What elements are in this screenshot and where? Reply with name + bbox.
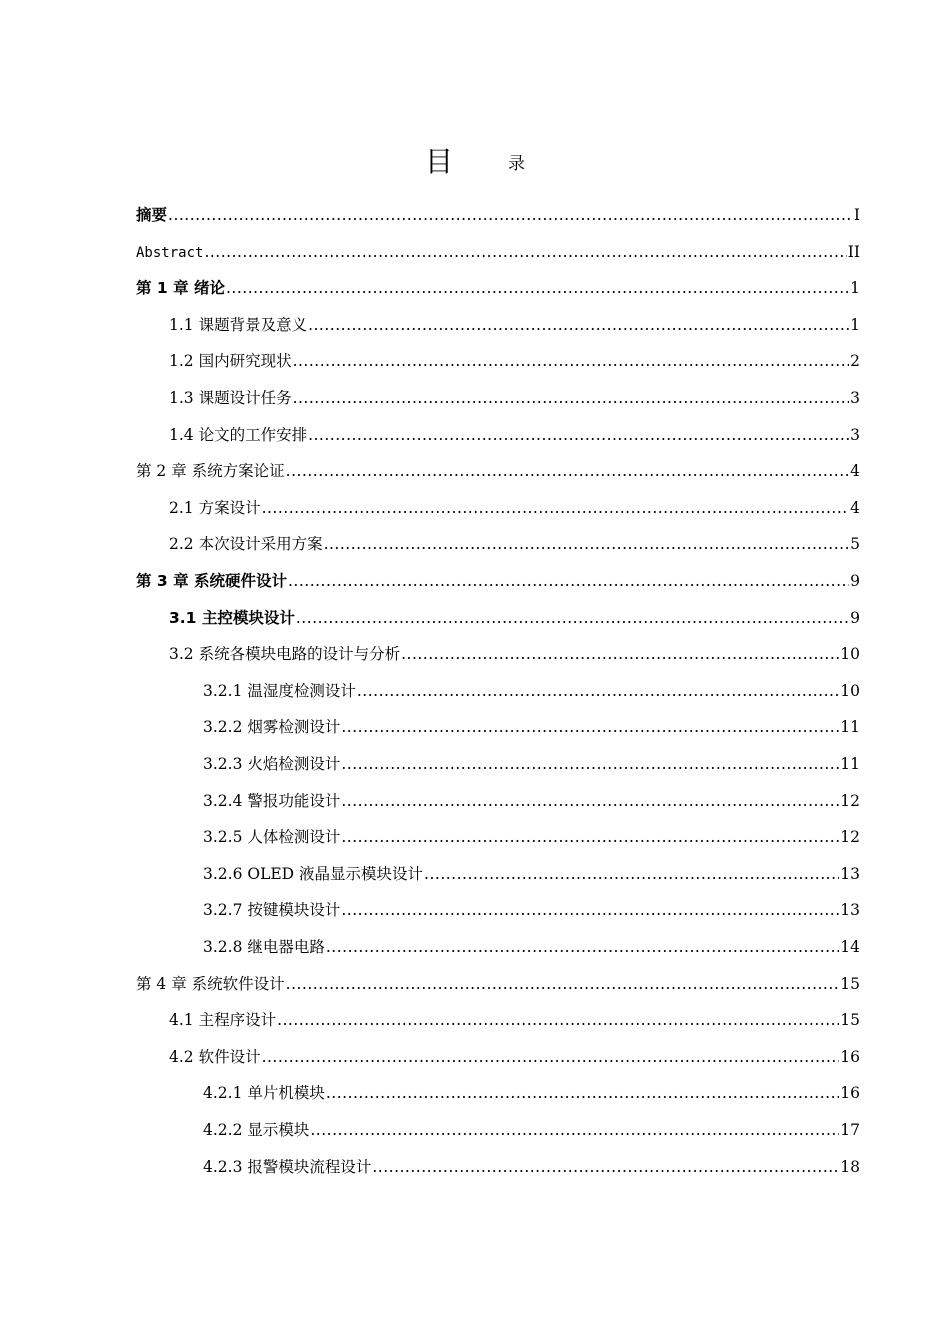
toc-entry-label: 2.2 本次设计采用方案 <box>169 535 323 554</box>
toc-leader-dots <box>168 203 853 227</box>
toc-entry[interactable] <box>203 715 860 739</box>
toc-entry-label: 4.2.3 报警模块流程设计 <box>203 1157 372 1176</box>
toc-leader-dots <box>293 386 850 410</box>
toc-entry[interactable] <box>169 313 860 337</box>
toc-leader-dots <box>341 789 839 813</box>
toc-leader-dots <box>310 1118 839 1142</box>
toc-entry-page: 12 <box>840 828 860 847</box>
toc-entry-page: 5 <box>850 535 860 554</box>
toc-entry-label: 4.2.2 显示模块 <box>203 1121 310 1139</box>
toc-entry-label: 3.2 系统各模块电路的设计与分析 <box>169 645 401 664</box>
toc-entry-page: 3 <box>850 389 860 407</box>
toc-entry[interactable] <box>203 1118 860 1142</box>
toc-leader-dots <box>277 1008 839 1032</box>
toc-title-main: 目 <box>424 145 453 178</box>
toc-leader-dots <box>262 496 850 520</box>
toc-entry-page: 1 <box>850 315 860 334</box>
toc-entry-page: II <box>847 242 860 261</box>
toc-entry-page: 16 <box>840 1047 860 1066</box>
toc-title-sub: 录 <box>508 154 526 174</box>
toc-entry[interactable] <box>203 789 860 813</box>
toc-entry[interactable] <box>136 240 860 264</box>
toc-entry-label: 1.3 课题设计任务 <box>169 389 292 407</box>
toc-entry-page: 12 <box>840 791 860 810</box>
toc-entry-page: 18 <box>840 1157 860 1176</box>
toc-leader-dots <box>204 240 846 264</box>
toc-entry-label: 3.2.7 按键模块设计 <box>203 901 341 920</box>
toc-leader-dots <box>324 532 850 556</box>
toc-entry-label: 3.2.1 温湿度检测设计 <box>203 681 356 700</box>
toc-entry-label: 3.2.5 人体检测设计 <box>203 828 341 847</box>
toc-leader-dots <box>262 1045 840 1069</box>
toc-entry[interactable] <box>203 752 860 776</box>
toc-entry[interactable] <box>203 679 860 703</box>
toc-entry[interactable] <box>169 386 860 410</box>
toc-entry[interactable] <box>203 1155 860 1179</box>
toc-entry[interactable] <box>169 423 860 447</box>
toc-entry-label: 第 2 章 系统方案论证 <box>136 462 285 481</box>
toc-entry-page: 16 <box>840 1084 860 1103</box>
toc-entry[interactable] <box>169 349 860 373</box>
toc-entry[interactable] <box>169 1045 860 1069</box>
toc-leader-dots <box>357 679 839 703</box>
toc-leader-dots <box>341 825 839 849</box>
toc-leader-dots <box>226 276 849 300</box>
toc-entry[interactable] <box>203 898 860 922</box>
toc-entry-label: 4.1 主程序设计 <box>169 1011 277 1030</box>
toc-entry-label: 1.1 课题背景及意义 <box>169 315 308 334</box>
toc-entry-label: 1.2 国内研究现状 <box>169 352 292 371</box>
toc-entry[interactable] <box>169 642 860 666</box>
toc-entry[interactable] <box>136 276 860 300</box>
toc-entry[interactable] <box>136 972 860 996</box>
toc-leader-dots <box>286 459 849 483</box>
toc-entry-page: 4 <box>850 498 860 517</box>
toc-entry-page: 9 <box>850 608 860 627</box>
toc-leader-dots <box>341 898 839 922</box>
toc-entry-label: 第 1 章 绪论 <box>136 279 225 298</box>
toc-entry-page: 15 <box>840 1011 860 1030</box>
toc-entry[interactable] <box>136 203 860 227</box>
toc-entry[interactable] <box>203 935 860 959</box>
toc-entry-page: 13 <box>840 864 860 883</box>
toc-entry-label: 4.2.1 单片机模块 <box>203 1084 325 1103</box>
toc-entry[interactable] <box>203 862 860 886</box>
toc-entry-label: 1.4 论文的工作安排 <box>169 425 308 444</box>
toc-leader-dots <box>424 862 839 886</box>
toc-title <box>0 140 950 180</box>
toc-entry-page: 1 <box>850 279 860 298</box>
toc-leader-dots <box>326 1081 839 1105</box>
toc-leader-dots <box>296 606 849 630</box>
toc-leader-dots <box>401 642 839 666</box>
toc-entry-label: 3.2.3 火焰检测设计 <box>203 755 341 773</box>
toc-entry-label: Abstract <box>136 244 204 261</box>
toc-entry[interactable] <box>203 825 860 849</box>
toc-leader-dots <box>308 313 849 337</box>
toc-entry-label: 2.1 方案设计 <box>169 498 261 517</box>
toc-leader-dots <box>341 752 839 776</box>
toc-entry-label: 3.2.6 OLED 液晶显示模块设计 <box>203 864 424 883</box>
toc-leader-dots <box>341 715 839 739</box>
toc-entry-page: I <box>853 206 860 224</box>
toc-entry-page: 4 <box>850 462 860 481</box>
toc-entry-page: 10 <box>840 681 860 700</box>
toc-entry-page: 9 <box>850 572 860 590</box>
toc-entry[interactable] <box>169 496 860 520</box>
toc-entry-page: 13 <box>840 901 860 920</box>
toc-entry-page: 15 <box>840 974 860 993</box>
toc-leader-dots <box>293 349 850 373</box>
toc-entry-label: 3.2.2 烟雾检测设计 <box>203 718 341 737</box>
toc-entry-page: 10 <box>840 645 860 664</box>
toc-entry-page: 17 <box>840 1121 860 1139</box>
toc-leader-dots <box>308 423 849 447</box>
toc-entry[interactable] <box>169 532 860 556</box>
toc-entry-label: 第 4 章 系统软件设计 <box>136 974 285 993</box>
toc-leader-dots <box>288 569 849 593</box>
toc-entry[interactable] <box>136 569 860 593</box>
toc-entry[interactable] <box>136 459 860 483</box>
toc-entry-label: 摘要 <box>136 206 168 224</box>
toc-entry-page: 14 <box>840 938 860 956</box>
toc-entry-label: 3.1 主控模块设计 <box>169 608 295 627</box>
toc-entry-label: 3.2.4 警报功能设计 <box>203 791 341 810</box>
toc-entry-page: 2 <box>850 352 860 371</box>
toc-entry-label: 4.2 软件设计 <box>169 1047 261 1066</box>
toc-leader-dots <box>372 1155 839 1179</box>
toc-entry[interactable] <box>169 606 860 630</box>
toc-entry-label: 3.2.8 继电器电路 <box>203 938 325 956</box>
toc-leader-dots <box>286 972 840 996</box>
toc-entry-page: 11 <box>840 755 860 773</box>
toc-leader-dots <box>326 935 839 959</box>
toc-entry-label: 第 3 章 系统硬件设计 <box>136 572 287 590</box>
toc-entry-page: 3 <box>850 425 860 444</box>
toc-entry-page: 11 <box>840 718 860 737</box>
toc-entry[interactable] <box>169 1008 860 1032</box>
toc-entry[interactable] <box>203 1081 860 1105</box>
